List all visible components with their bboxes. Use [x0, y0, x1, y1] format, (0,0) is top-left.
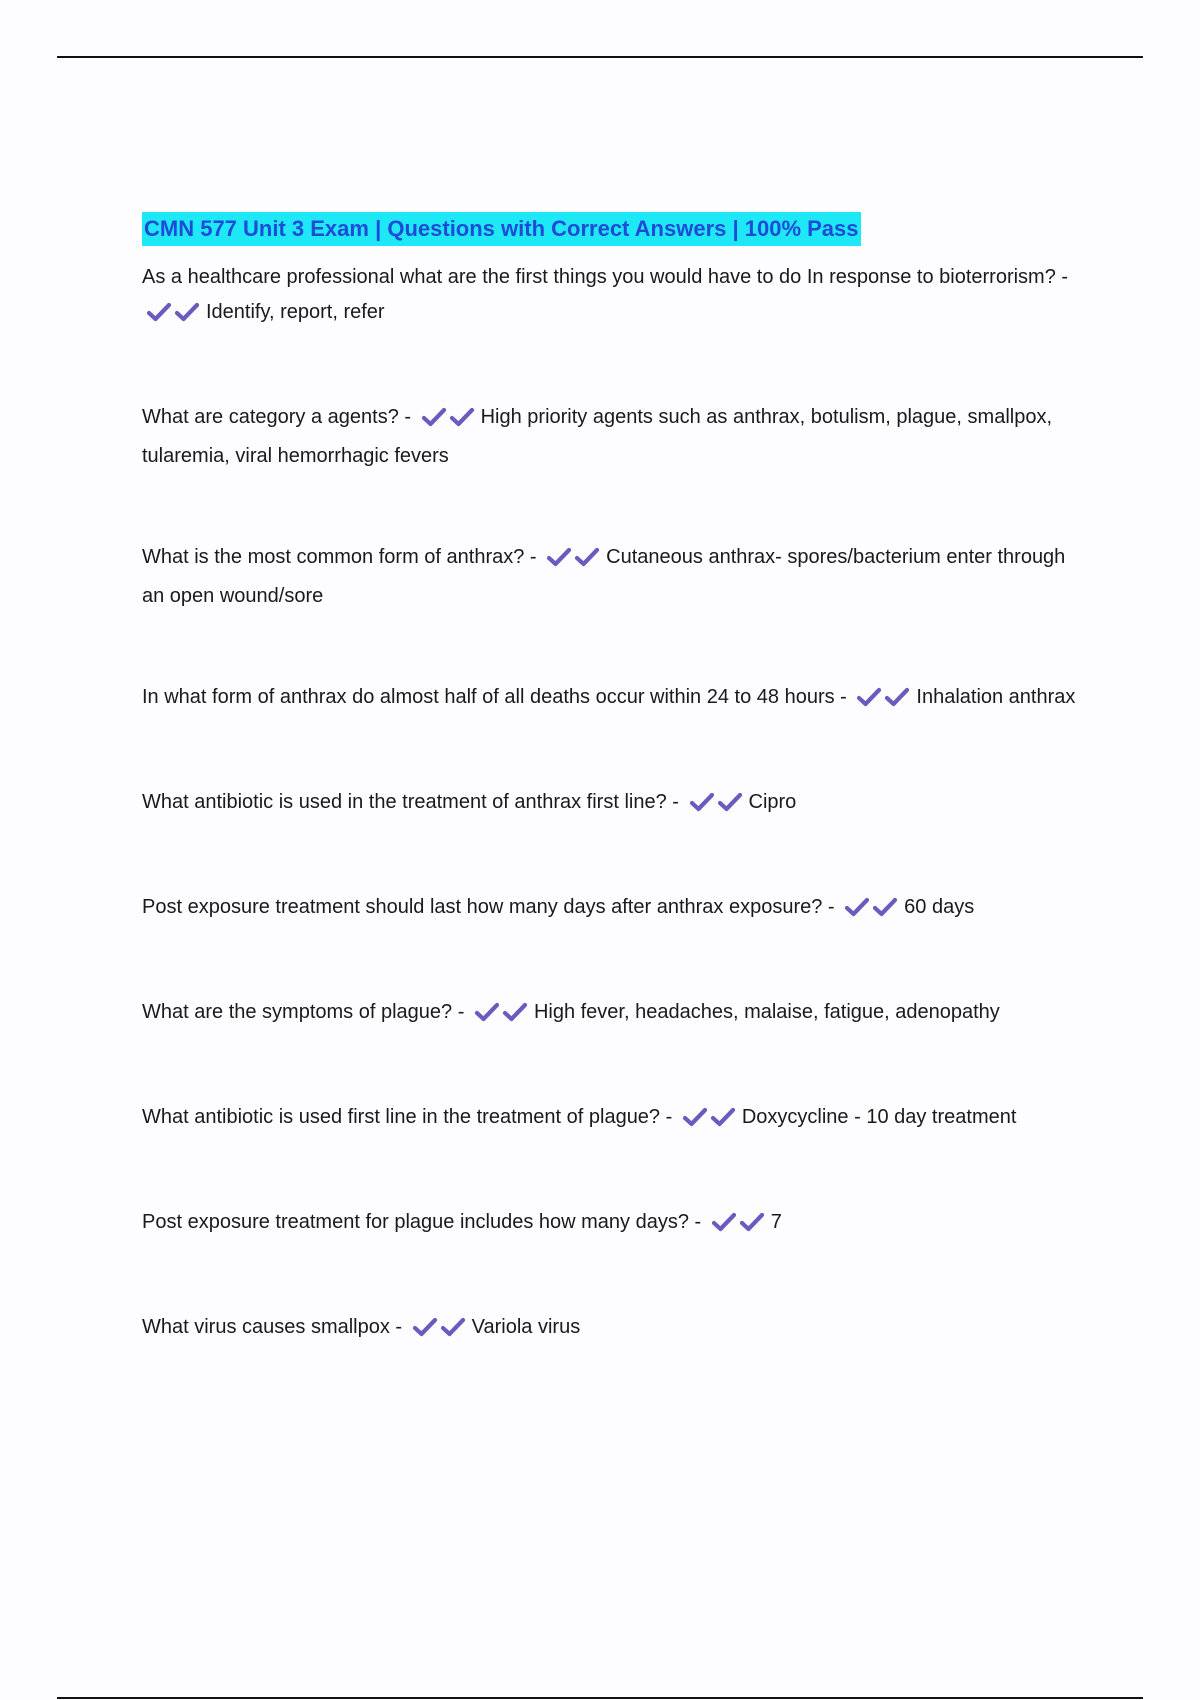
separator: -	[1055, 266, 1069, 288]
qa-item	[142, 890, 1092, 929]
checkmark-icon	[502, 1002, 530, 1022]
separator: -	[524, 546, 543, 568]
answer-text: Identify, report, refer	[206, 301, 385, 323]
separator: -	[660, 1106, 678, 1128]
question-text: As a healthcare professional what are the first things you would have to do In response to bioterrorism?	[142, 266, 1056, 288]
separator: -	[666, 791, 685, 813]
answer-checkmarks	[689, 789, 745, 824]
question-text: What antibiotic is used first line in the treatment of plague?	[142, 1106, 661, 1128]
separator: -	[822, 896, 841, 918]
question-text: Post exposure treatment should last how many days after anthrax exposure?	[142, 896, 823, 918]
answer-checkmarks	[844, 894, 900, 929]
answer-text: Variola virus	[471, 1316, 581, 1338]
separator: -	[688, 1211, 707, 1233]
qa-item	[142, 680, 1092, 719]
checkmark-icon	[711, 1212, 739, 1232]
checkmark-icon	[739, 1212, 767, 1232]
separator: -	[834, 686, 853, 708]
answer-text: Doxycycline - 10 day treatment	[741, 1106, 1017, 1128]
qa-item	[142, 260, 1092, 334]
qa-item	[142, 1205, 1092, 1244]
question-text: What are category a agents?	[142, 406, 399, 428]
answer-text: Cipro	[748, 791, 797, 813]
document-body	[142, 212, 1092, 1415]
answer-checkmarks	[474, 999, 530, 1034]
checkmark-icon	[689, 792, 717, 812]
answer-checkmarks	[146, 299, 202, 334]
answer-text: High priority agents such as anthrax, botulism, plague, smallpox, tularemia, viral hemorrhagic fevers	[142, 406, 1053, 467]
answer-checkmarks	[711, 1209, 767, 1244]
qa-item	[142, 785, 1092, 824]
separator: -	[389, 1316, 408, 1338]
qa-item	[142, 1100, 1092, 1139]
checkmark-icon	[146, 302, 174, 322]
answer-checkmarks	[421, 404, 477, 439]
checkmark-icon	[884, 687, 912, 707]
answer-text: High fever, headaches, malaise, fatigue, adenopathy	[533, 1001, 1000, 1023]
checkmark-icon	[844, 897, 872, 917]
question-text: What are the symptoms of plague?	[142, 1001, 453, 1023]
answer-checkmarks	[682, 1104, 738, 1139]
checkmark-icon	[682, 1107, 710, 1127]
question-text: What virus causes smallpox	[142, 1316, 390, 1338]
separator: -	[452, 1001, 470, 1023]
checkmark-icon	[546, 547, 574, 567]
qa-item	[142, 400, 1092, 474]
qa-item	[142, 540, 1092, 614]
question-text: What antibiotic is used in the treatment of anthrax first line?	[142, 791, 667, 813]
question-text: In what form of anthrax do almost half of all deaths occur within 24 to 48 hours	[142, 686, 835, 708]
qa-item	[142, 995, 1092, 1034]
answer-text: Inhalation anthrax	[916, 686, 1076, 708]
answer-checkmarks	[412, 1314, 468, 1349]
qa-item	[142, 1310, 1092, 1349]
document-title: CMN 577 Unit 3 Exam | Questions with Correct Answers | 100% Pass	[142, 212, 861, 246]
checkmark-icon	[421, 407, 449, 427]
answer-text: 60 days	[904, 896, 975, 918]
answer-checkmarks	[856, 684, 912, 719]
checkmark-icon	[574, 547, 602, 567]
answer-text: 7	[770, 1211, 782, 1233]
checkmark-icon	[710, 1107, 738, 1127]
checkmark-icon	[449, 407, 477, 427]
checkmark-icon	[474, 1002, 502, 1022]
checkmark-icon	[412, 1317, 440, 1337]
footer-rule	[57, 1697, 1143, 1699]
checkmark-icon	[717, 792, 745, 812]
separator: -	[398, 406, 417, 428]
header-rule	[57, 56, 1143, 58]
checkmark-icon	[440, 1317, 468, 1337]
checkmark-icon	[872, 897, 900, 917]
question-text: What is the most common form of anthrax?	[142, 546, 525, 568]
qa-list	[142, 260, 1092, 1349]
question-text: Post exposure treatment for plague includes how many days?	[142, 1211, 689, 1233]
answer-checkmarks	[546, 544, 602, 579]
checkmark-icon	[856, 687, 884, 707]
answer-text: Cutaneous anthrax- spores/bacterium enter through an open wound/sore	[142, 546, 1066, 607]
checkmark-icon	[174, 302, 202, 322]
